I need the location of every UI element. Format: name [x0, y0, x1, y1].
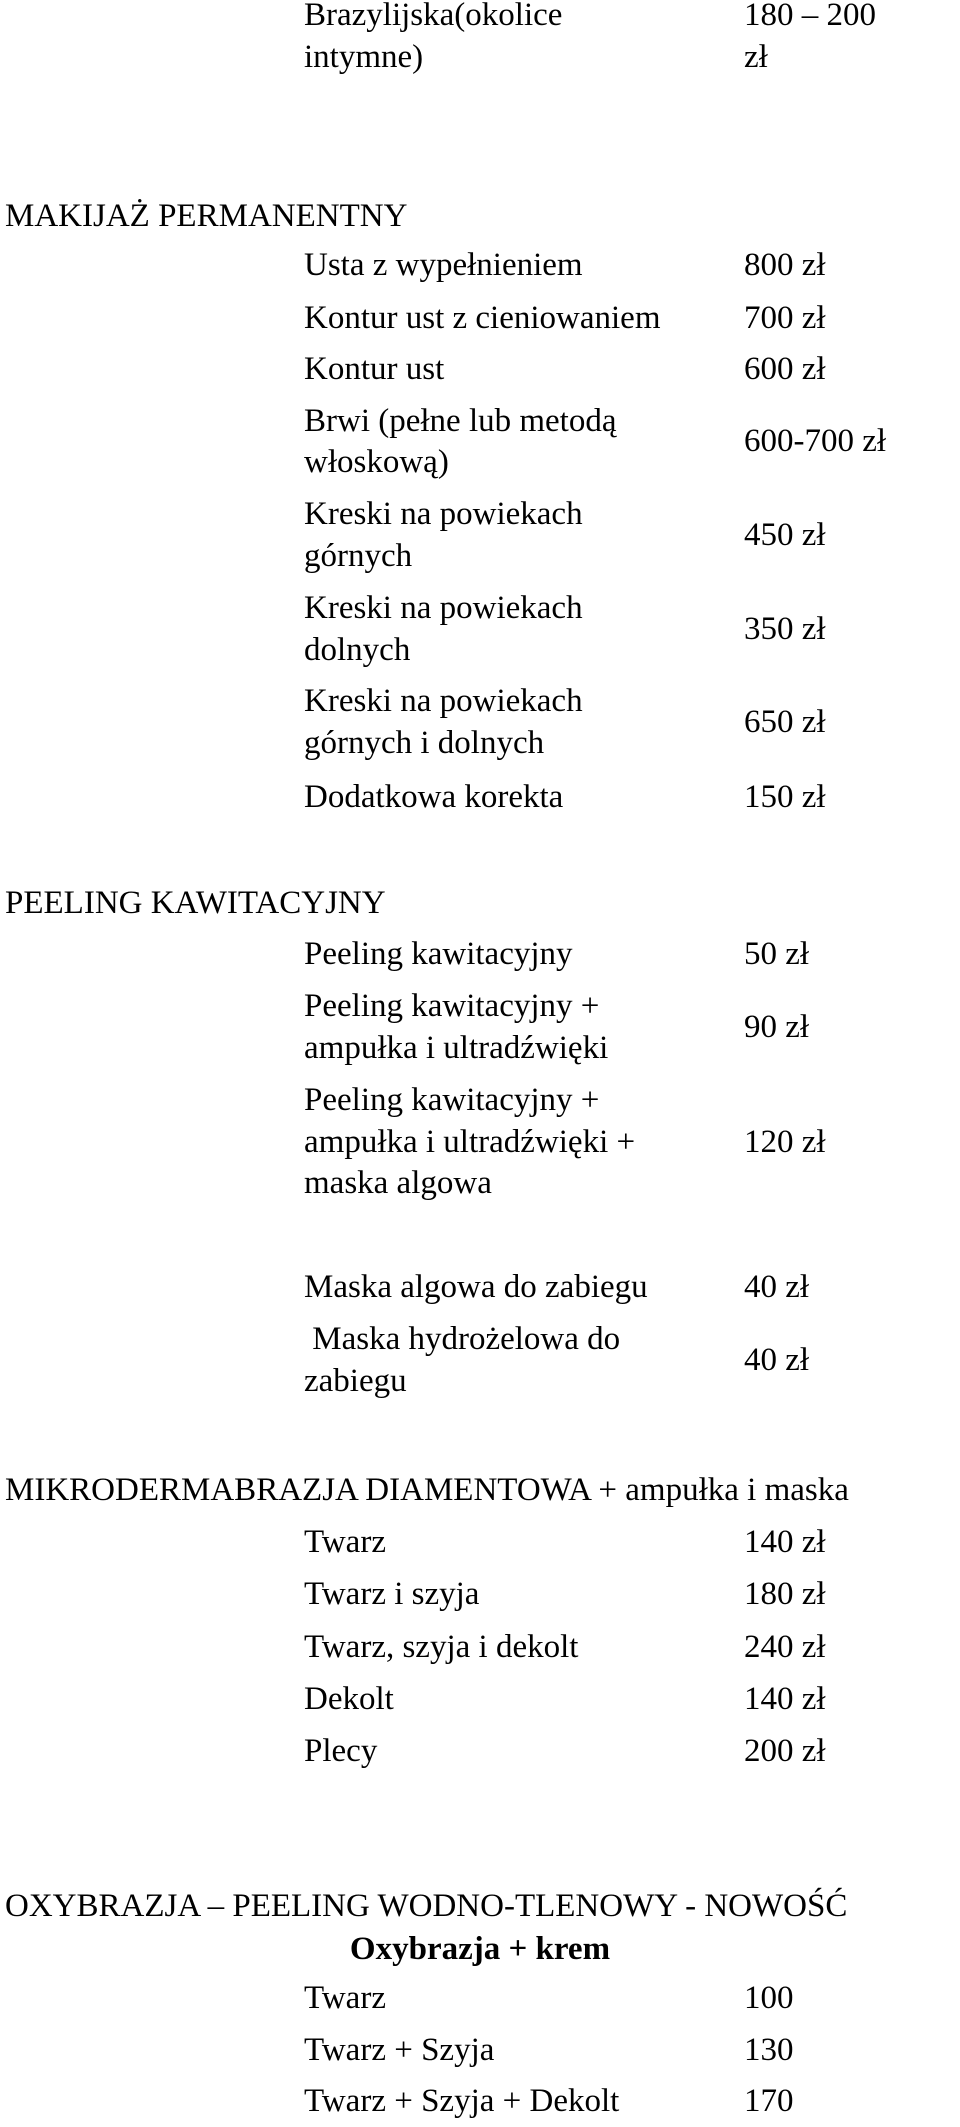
service-name: Twarz i szyja	[304, 1576, 480, 1612]
service-name: Brwi (pełne lub metodą	[304, 403, 617, 439]
service-name: ampułka i ultradźwięki +	[304, 1124, 636, 1160]
service-price: 600-700 zł	[744, 423, 887, 459]
service-price: 40 zł	[744, 1342, 810, 1378]
service-name: Peeling kawitacyjny +	[304, 988, 600, 1024]
service-price: 700 zł	[744, 300, 826, 336]
service-name: Twarz	[304, 1524, 386, 1560]
service-price: 180 zł	[744, 1576, 826, 1612]
section-heading-peeling: PEELING KAWITACYJNY	[5, 885, 386, 921]
section-heading-oxy: OXYBRAZJA – PEELING WODNO-TLENOWY - NOWOŚĆ	[5, 1888, 848, 1924]
service-name: górnych i dolnych	[304, 725, 545, 761]
service-price: 130	[744, 2032, 794, 2068]
service-name: Usta z wypełnieniem	[304, 247, 583, 283]
service-name: maska algowa	[304, 1165, 492, 1201]
service-name: dolnych	[304, 632, 411, 668]
service-price: 170	[744, 2083, 794, 2119]
service-price: 650 zł	[744, 704, 826, 740]
service-price: 240 zł	[744, 1629, 826, 1665]
service-price: 50 zł	[744, 936, 810, 972]
service-name: Kontur ust z cieniowaniem	[304, 300, 661, 336]
section-subheading-oxy: Oxybrazja + krem	[349, 1931, 611, 1967]
service-name: zabiegu	[304, 1363, 407, 1399]
service-price: 350 zł	[744, 611, 826, 647]
service-name: Twarz + Szyja	[304, 2032, 495, 2068]
service-price: 100	[744, 1980, 794, 2016]
service-price: zł	[744, 39, 768, 75]
service-name: Kontur ust	[304, 351, 445, 387]
service-name: Dodatkowa korekta	[304, 779, 564, 815]
service-price: 40 zł	[744, 1269, 810, 1305]
service-name: Maska hydrożelowa do	[304, 1321, 621, 1357]
service-price: 200 zł	[744, 1733, 826, 1769]
service-name: Maska algowa do zabiegu	[304, 1269, 648, 1305]
service-name: górnych	[304, 538, 413, 574]
service-price: 140 zł	[744, 1524, 826, 1560]
service-name: Peeling kawitacyjny +	[304, 1082, 600, 1118]
section-heading-mikro: MIKRODERMABRAZJA DIAMENTOWA + ampułka i maska	[5, 1472, 849, 1508]
service-name: Dekolt	[304, 1681, 394, 1717]
service-price: 140 zł	[744, 1681, 826, 1717]
service-name: Plecy	[304, 1733, 378, 1769]
service-price: 800 zł	[744, 247, 826, 283]
service-price: 180 – 200	[744, 0, 876, 33]
service-name: Kreski na powiekach	[304, 496, 583, 532]
service-price: 150 zł	[744, 779, 826, 815]
service-name: włoskową)	[304, 444, 449, 480]
service-price: 120 zł	[744, 1124, 826, 1160]
section-heading-makijaz: MAKIJAŻ PERMANENTNY	[5, 198, 408, 234]
service-name: Twarz, szyja i dekolt	[304, 1629, 579, 1665]
service-name: intymne)	[304, 39, 424, 75]
service-name: Twarz + Szyja + Dekolt	[304, 2083, 620, 2119]
service-price: 450 zł	[744, 517, 826, 553]
service-price: 600 zł	[744, 351, 826, 387]
service-name: Peeling kawitacyjny	[304, 936, 573, 972]
service-name: ampułka i ultradźwięki	[304, 1030, 609, 1066]
service-price: 90 zł	[744, 1009, 810, 1045]
service-name: Brazylijska(okolice	[304, 0, 563, 33]
service-name: Twarz	[304, 1980, 386, 2016]
service-name: Kreski na powiekach	[304, 683, 583, 719]
service-name: Kreski na powiekach	[304, 590, 583, 626]
